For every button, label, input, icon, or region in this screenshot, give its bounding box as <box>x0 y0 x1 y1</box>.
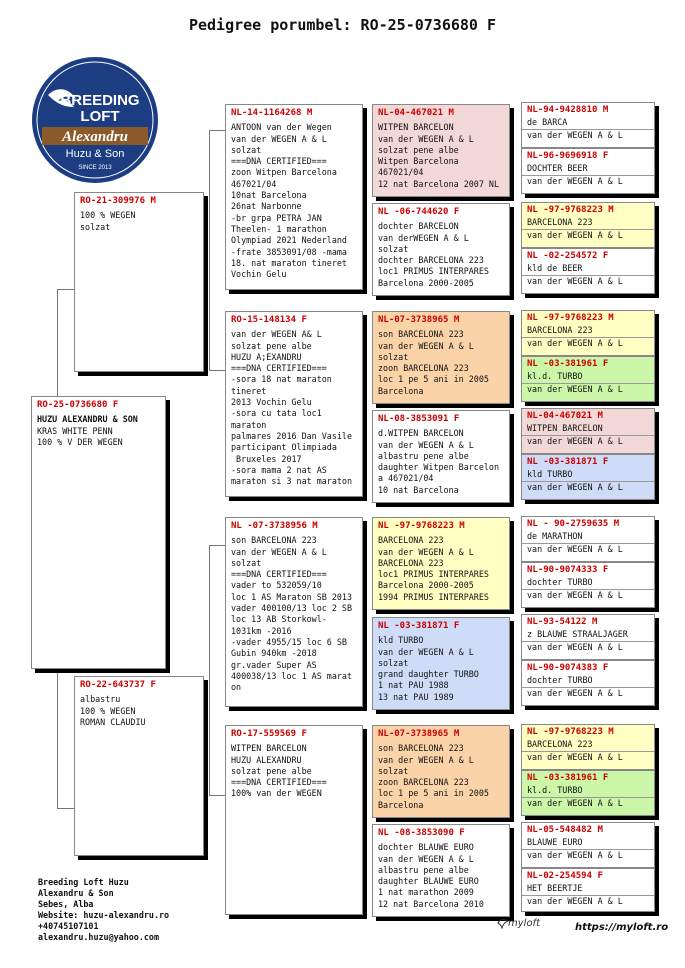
grandparent-card[interactable] <box>225 311 363 497</box>
gen4-card[interactable] <box>521 408 655 454</box>
gen4-name: BARCELONA 223 <box>527 325 593 336</box>
gen4-card[interactable] <box>521 770 655 816</box>
gen4-name: WITPEN BARCELON <box>527 423 603 434</box>
gen4-name: dochter TURBO <box>527 577 593 588</box>
gen4-ring: NL -03-381961 F <box>527 773 609 783</box>
connector <box>209 545 225 546</box>
grandparent-notes: van der WEGEN A& L solzat pene albe HUZU A;EXANDRU ===DNA CERTIFIED=== -sora 18 nat maraton tineret 2013 Vochin Gelu -sora cu tata loc1 maraton palmares 2016 Dan Vasile participant Olimpiada Bruxeles 2017 -sora mama 2 nat AS maraton si 3 nat maraton <box>231 329 353 487</box>
gen4-ring: NL-96-9696918 F <box>527 151 609 161</box>
grandparent-notes: son BARCELONA 223 van der WEGEN A & L solzat ===DNA CERTIFIED=== vader to 532059/10 loc 1 AS Maraton SB 2013 vader 400100/13 loc 2 SB loc 13 AB Storkowl- 1031km -2016 -vader 4955/15 loc 6 SB Gubin 940km -2018 gr.vader Super AS 400038/13 loc 1 AS marat on <box>231 535 353 693</box>
connector <box>57 808 74 809</box>
gen4-owner: van der WEGEN A & L <box>522 797 654 809</box>
page-title: Pedigree porumbel: RO-25-0736680 F <box>188 16 497 34</box>
gen4-name: kld de BEER <box>527 263 583 274</box>
gen3-notes: BARCELONA 223 van der WEGEN A & L BARCELONA 223 loc1 PRIMUS INTERPARES Barcelona 2000-2005 1994 PRIMUS INTERPARES <box>378 535 489 602</box>
gen4-card[interactable] <box>521 310 655 356</box>
gen4-ring: NL -97-9768223 M <box>527 313 614 323</box>
logo-line2: LOFT <box>80 108 120 125</box>
grandparent-card[interactable] <box>225 517 363 707</box>
gen4-ring: NL - 90-2759635 M <box>527 519 620 529</box>
gen3-card[interactable] <box>372 725 510 818</box>
gen3-card[interactable] <box>372 410 510 503</box>
gen4-ring: NL-94-9428810 M <box>527 105 609 115</box>
gen3-notes: son BARCELONA 223 van der WEGEN A & L solzat zoon BARCELONA 223 loc 1 pe 5 ani in 2005 Barcelona <box>378 329 489 396</box>
gen3-notes: dochter BARCELON van derWEGEN A & L solzat dochter BARCELONA 223 loc1 PRIMUS INTERPARES Barcelona 2000-2005 <box>378 221 489 288</box>
gen4-card[interactable] <box>521 660 655 706</box>
subject-notes: KRAS WHITE PENN 100 % V DER WEGEN <box>37 425 123 447</box>
gen4-owner: van der WEGEN A & L <box>522 481 654 493</box>
gen4-owner: van der WEGEN A & L <box>522 895 654 907</box>
gen4-ring: NL -97-9768223 M <box>527 205 614 215</box>
gen4-card[interactable] <box>521 614 655 660</box>
gen4-owner: van der WEGEN A & L <box>522 175 654 187</box>
gen4-name: z BLAUWE STRAALJAGER <box>527 629 628 640</box>
connector <box>209 130 210 370</box>
gen4-owner: van der WEGEN A & L <box>522 435 654 447</box>
gen4-owner: van der WEGEN A & L <box>522 849 654 861</box>
gen4-card[interactable] <box>521 516 655 562</box>
logo-line4: Huzu & Son <box>65 148 125 160</box>
logo-line5: SINCE 2013 <box>78 165 112 171</box>
grandparent-card[interactable] <box>225 725 363 915</box>
gen4-card[interactable] <box>521 454 655 500</box>
connector <box>209 795 225 796</box>
gen4-name: dochter TURBO <box>527 675 593 686</box>
gen3-notes: dochter BLAUWE EURO van der WEGEN A & L albastru pene albe daughter BLAUWE EURO 1 nat marathon 2009 12 nat Barcelona 2010 <box>378 842 484 909</box>
subject-owner: HUZU ALEXANDRU & SON <box>37 414 138 425</box>
gen4-ring: NL-90-9074333 F <box>527 565 609 575</box>
gen4-name: kl.d. TURBO <box>527 785 583 796</box>
connector <box>209 545 210 795</box>
gen4-owner: van der WEGEN A & L <box>522 589 654 601</box>
gen4-ring: NL -02-254572 F <box>527 251 609 261</box>
subject-card[interactable] <box>31 396 166 669</box>
gen4-owner: van der WEGEN A & L <box>522 543 654 555</box>
gen4-name: kl.d. TURBO <box>527 371 583 382</box>
gen4-card[interactable] <box>521 562 655 608</box>
sire-card[interactable] <box>74 192 204 372</box>
gen4-name: BARCELONA 223 <box>527 739 593 750</box>
gen4-owner: van der WEGEN A & L <box>522 337 654 349</box>
contact-email[interactable]: alexandru.huzu@yahoo.com <box>38 932 160 942</box>
gen3-card[interactable] <box>372 617 510 710</box>
sire-notes: 100 % WEGEN solzat <box>80 210 136 232</box>
gen4-ring: NL -97-9768223 M <box>527 727 614 737</box>
gen4-card[interactable] <box>521 356 655 402</box>
dam-notes: albastru 100 % WEGEN ROMAN CLAUDIU <box>80 694 146 727</box>
myloft-link[interactable]: https://myloft.ro <box>575 922 669 933</box>
grandparent-notes: WITPEN BARCELON HUZU ALEXANDRU solzat pene albe ===DNA CERTIFIED=== 100% van der WEGEN <box>231 743 327 799</box>
grandparent-card[interactable] <box>225 104 363 290</box>
connector <box>57 289 74 290</box>
connector <box>57 668 58 808</box>
gen4-owner: van der WEGEN A & L <box>522 229 654 241</box>
gen4-owner: van der WEGEN A & L <box>522 751 654 763</box>
gen4-name: BLAUWE EURO <box>527 837 583 848</box>
gen4-name: de BARCA <box>527 117 568 128</box>
gen3-ring: NL -06-744620 F <box>378 207 460 217</box>
gen3-notes: d.WITPEN BARCELON van der WEGEN A & L albastru pene albe daughter Witpen Barcelon a 467021/04 10 nat Barcelona <box>378 428 500 495</box>
gen3-card[interactable] <box>372 824 510 917</box>
gen4-card[interactable] <box>521 148 655 194</box>
gen3-notes: kld TURBO van der WEGEN A & L solzat grand daughter TURBO 1 nat PAU 1988 13 nat PAU 1989 <box>378 635 479 702</box>
gen4-ring: NL-90-9074383 F <box>527 663 609 673</box>
contact-phone: +40745107101 <box>38 921 99 931</box>
gen3-ring: NL -08-3853090 F <box>378 828 465 838</box>
grandparent-ring: RO-17-559569 F <box>231 729 307 739</box>
gen4-name: BARCELONA 223 <box>527 217 593 228</box>
subject-ring: RO-25-0736680 F <box>37 400 119 410</box>
grandparent-ring: NL-14-1164268 M <box>231 108 313 118</box>
gen3-ring: NL -03-381871 F <box>378 621 460 631</box>
dam-card[interactable] <box>74 676 204 856</box>
grandparent-notes: ANTOON van der Wegen van der WEGEN A & L solzat ===DNA CERTIFIED=== zoon Witpen Barcelona 467021/04 10nat Barcelona 26nat Narbonne -br grpa PETRA JAN Theelen- 1 marathon Olympiad 2021 Nederland -frate 3853091/08 -mama 18. nat maraton tineret Vochin Gelu <box>231 122 347 280</box>
gen4-name: HET BEERTJE <box>527 883 583 894</box>
gen4-ring: NL-93-54122 M <box>527 617 598 627</box>
gen3-card[interactable] <box>372 104 510 197</box>
contact-line: Breeding Loft Huzu <box>38 877 129 887</box>
gen4-ring: NL-02-254594 F <box>527 871 603 881</box>
contact-block <box>38 877 169 943</box>
logo-line1: BREEDING <box>60 92 140 109</box>
sire-ring: RO-21-309976 M <box>80 196 156 206</box>
contact-website[interactable]: Website: huzu-alexandru.ro <box>38 910 170 920</box>
gen4-card[interactable] <box>521 868 655 912</box>
gen4-ring: NL -03-381961 F <box>527 359 609 369</box>
gen3-ring: NL-07-3738965 M <box>378 315 460 325</box>
connector <box>209 370 225 371</box>
myloft-brand: myloft <box>508 918 540 929</box>
contact-line: Alexandru & Son <box>38 888 114 898</box>
gen4-owner: van der WEGEN A & L <box>522 687 654 699</box>
gen3-card[interactable] <box>372 203 510 296</box>
gen3-ring: NL -97-9768223 M <box>378 521 465 531</box>
gen4-name: DOCHTER BEER <box>527 163 588 174</box>
gen3-notes: WITPEN BARCELON van der WEGEN A & L solzat pene albe Witpen Barcelona 467021/04 12 nat Barcelona 2007 NL <box>378 122 500 189</box>
grandparent-ring: RO-15-148134 F <box>231 315 307 325</box>
grandparent-ring: NL -07-3738956 M <box>231 521 318 531</box>
gen3-notes: son BARCELONA 223 van der WEGEN A & L solzat zoon BARCELONA 223 loc 1 pe 5 ani in 2005 Barcelona <box>378 743 489 810</box>
gen4-name: de MARATHON <box>527 531 583 542</box>
dam-ring: RO-22-643737 F <box>80 680 156 690</box>
gen4-card[interactable] <box>521 724 655 770</box>
gen4-card[interactable] <box>521 102 655 148</box>
gen4-name: kld TURBO <box>527 469 573 480</box>
contact-line: Sebes, Alba <box>38 899 94 909</box>
gen3-card[interactable] <box>372 311 510 404</box>
gen3-ring: NL-07-3738965 M <box>378 729 460 739</box>
connector <box>209 130 225 131</box>
gen4-card[interactable] <box>521 822 655 868</box>
gen4-owner: van der WEGEN A & L <box>522 641 654 653</box>
gen4-card[interactable] <box>521 248 655 294</box>
breeding-loft-logo <box>30 55 160 185</box>
gen4-card[interactable] <box>521 202 655 248</box>
logo-line3: Alexandru <box>62 129 128 145</box>
gen3-ring: NL-04-467021 M <box>378 108 454 118</box>
gen4-ring: NL-05-548482 M <box>527 825 603 835</box>
connector <box>57 289 58 397</box>
gen4-owner: van der WEGEN A & L <box>522 129 654 141</box>
gen4-ring: NL -03-381871 F <box>527 457 609 467</box>
gen4-owner: van der WEGEN A & L <box>522 383 654 395</box>
gen4-owner: van der WEGEN A & L <box>522 275 654 287</box>
gen4-ring: NL-04-467021 M <box>527 411 603 421</box>
gen3-ring: NL-08-3853091 F <box>378 414 460 424</box>
gen3-card[interactable] <box>372 517 510 610</box>
